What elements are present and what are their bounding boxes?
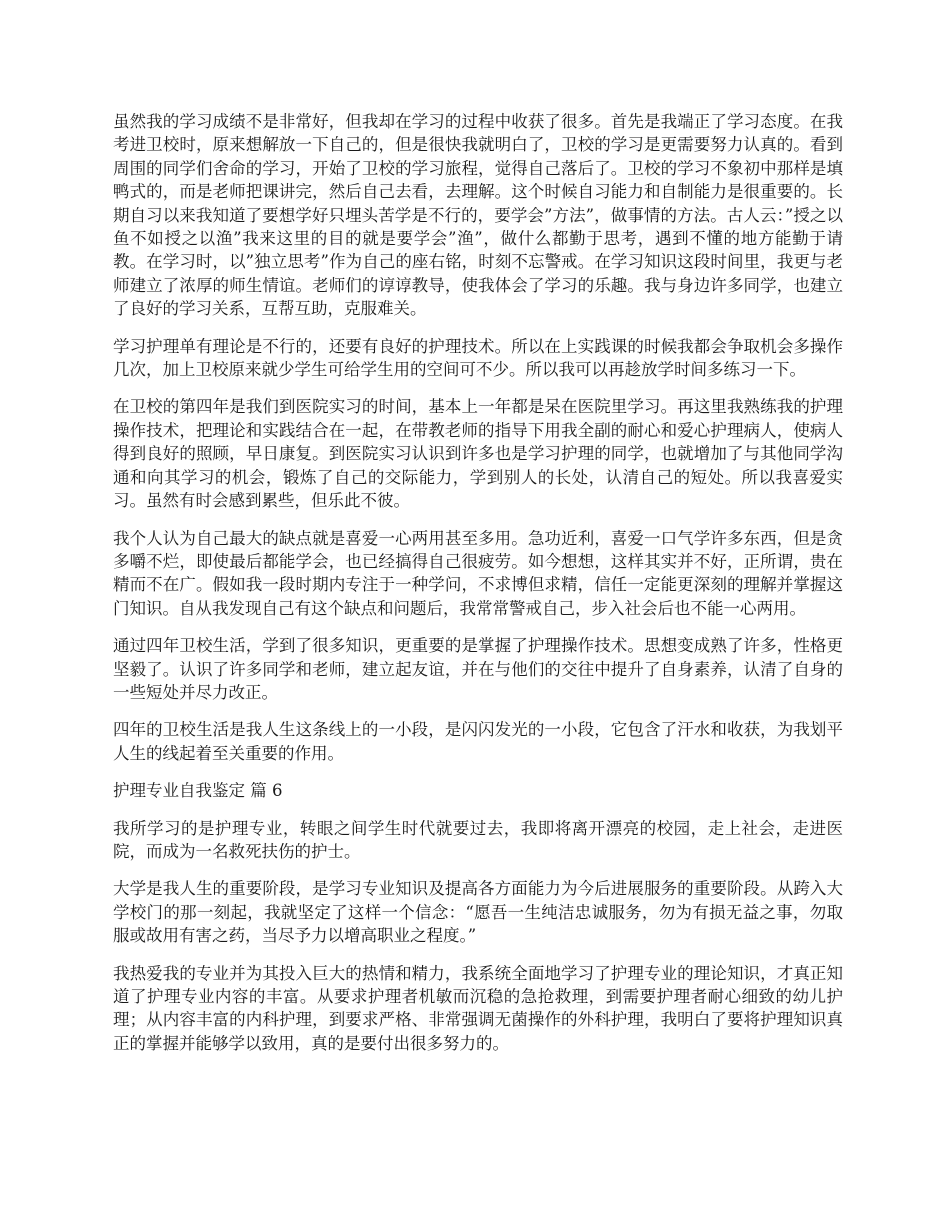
paragraph-love-of-profession: 我热爱我的专业并为其投入巨大的热情和精力，我系统全面地学习了护理专业的理论知识，才真正知道了护理专业内容的丰富。从要求护理者机敏而沉稳的急抢救理，到需要护理者耐心细致的幼儿护理；从内容丰富的内科护理，到要求严格、非常强调无菌操作的外科护理，我明白了要将护理知识真正的掌握并能够学以致用，真的是要付出很多努力的。 bbox=[113, 963, 843, 1053]
paragraph-nursing-major: 我所学习的是护理专业，转眼之间学生时代就要过去，我即将离开漂亮的校园，走上社会，走进医院，而成为一名救死扶伤的护士。 bbox=[113, 818, 843, 861]
paragraph-university-stage: 大学是我人生的重要阶段，是学习专业知识及提高各方面能力为今后进展服务的重要阶段。从跨入大学校门的那一刻起，我就坚定了这样一个信念：“愿吾一生纯洁忠诚服务，勿为有损无益之事，勿取服或故用有害之药，当尽予力以增高职业之程度。” bbox=[113, 879, 843, 946]
paragraph-shortcomings: 我个人认为自己最大的缺点就是喜爱一心两用甚至多用。急功近利，喜爱一口气学许多东西，但是贪多嚼不烂，即使最后都能学会，也已经搞得自己很疲劳。如今想想，这样其实并不好，正所谓，贵在精而不在广。假如我一段时期内专注于一种学问，不求博但求精，信任一定能更深刻的理解并掌握这门知识。自从我发现自己有这个缺点和问题后，我常常警戒自己，步入社会后也不能一心两用。 bbox=[113, 528, 843, 618]
section-heading: 护理专业自我鉴定 篇 6 bbox=[113, 781, 283, 801]
paragraph-hospital-internship: 在卫校的第四年是我们到医院实习的时间，基本上一年都是呆在医院里学习。再这里我熟练我的护理操作技术，把理论和实践结合在一起，在带教老师的指导下用我全副的耐心和爱心护理病人，使病人得到良好的照顾，早日康复。到医院实习认识到许多也是学习护理的同学，也就增加了与其他同学沟通和向其学习的机会，锻炼了自己的交际能力，学到别人的长处，认清自己的短处。所以我喜爱实习。虽然有时会感到累些，但乐此不彼。 bbox=[113, 397, 843, 511]
paragraph-study-attitude: 虽然我的学习成绩不是非常好，但我却在学习的过程中收获了很多。首先是我端正了学习态度。在我考进卫校时，原来想解放一下自己的，但是很快我就明白了，卫校的学习是更需要努力认真的。看到周围的同学们舍命的学习，开始了卫校的学习旅程，觉得自己落后了。卫校的学习不象初中那样是填鸭式的，而是老师把课讲完，然后自己去看，去理解。这个时候自习能力和自制能力是很重要的。长期自习以来我知道了要想学好只埋头苦学是不行的，要学会”方法”，做事情的方法。古人云：”授之以鱼不如授之以渔”我来这里的目的就是要学会”渔”，做什么都勤于思考，遇到不懂的地方能勤于请教。在学习时，以”独立思考”作为自己的座右铭，时刻不忘警戒。在学习知识这段时间里，我更与老师建立了浓厚的师生情谊。老师们的谆谆教导，使我体会了学习的乐趣。我与身边许多同学，也建立了良好的学习关系，互帮互助，克服难关。 bbox=[113, 112, 843, 319]
paragraph-life-segment: 四年的卫校生活是我人生这条线上的一小段，是闪闪发光的一小段，它包含了汗水和收获，为我划平人生的线起着至关重要的作用。 bbox=[113, 720, 843, 763]
document-page bbox=[113, 110, 843, 1069]
paragraph-four-years-summary: 通过四年卫校生活，学到了很多知识，更重要的是掌握了护理操作技术。思想变成熟了许多，性格更坚毅了。认识了许多同学和老师，建立起友谊，并在与他们的交往中提升了自身素养，认清了自身的一些短处并尽力改正。 bbox=[113, 636, 843, 702]
paragraph-nursing-skills: 学习护理单有理论是不行的，还要有良好的护理技术。所以在上实践课的时候我都会争取机会多操作几次，加上卫校原来就少学生可给学生用的空间可不少。所以我可以再趁放学时间多练习一下。 bbox=[113, 336, 843, 380]
